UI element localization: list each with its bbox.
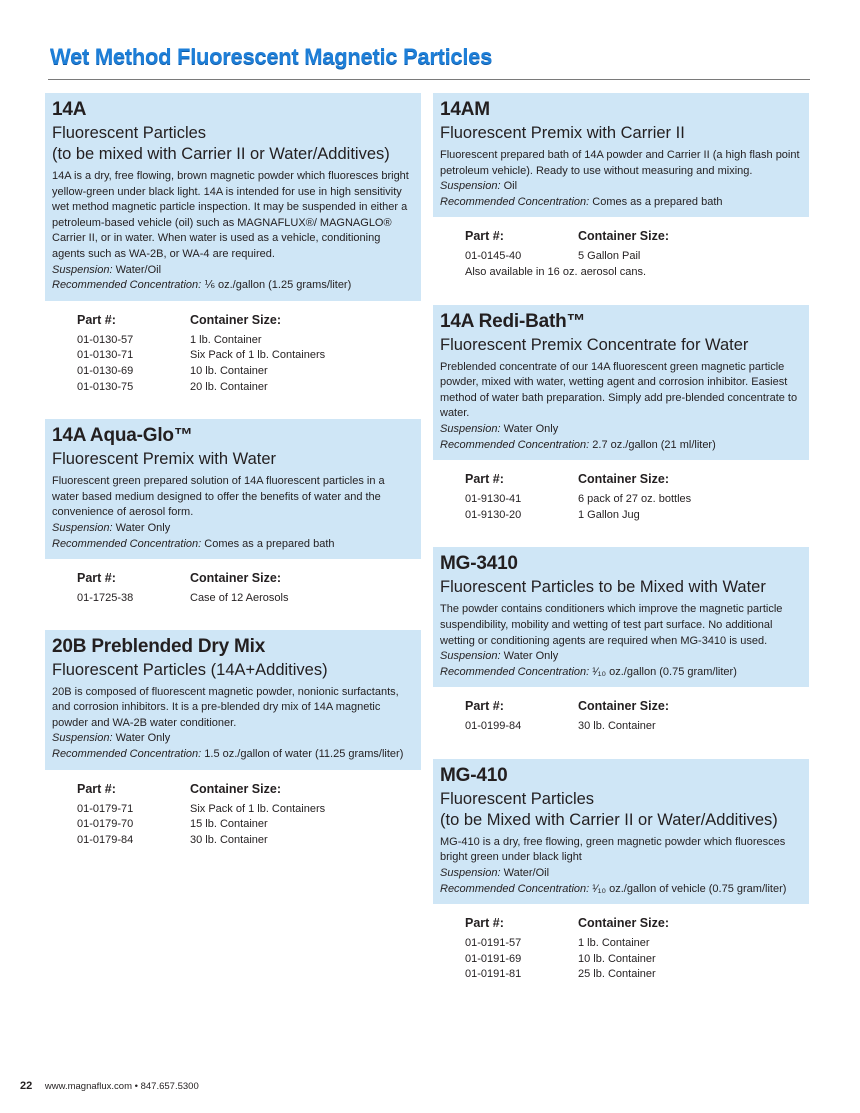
product-description: Preblended concentrate of our 14A fluorescent green magnetic particle powder, mixed with water, wetting agent and corrosion inhibitor. Easiest method of water bath preparation. Simply add pre-blended concentrate to water. [440,360,798,420]
concentration-value: Comes as a prepared bath [204,537,335,550]
part-number: 01-0191-69 [465,952,522,965]
product-subtitle-line: Fluorescent Premix with Water [52,450,277,469]
container-size: Six Pack of 1 lb. Containers [190,802,326,815]
suspension-value: Water Only [503,650,559,663]
parts-row [465,967,809,983]
part-number: 01-0130-69 [77,364,134,377]
concentration-label: Recommended Concentration: [440,438,590,451]
part-number-header: Part #: [465,699,504,714]
concentration-value: 1.5 oz./gallon of water (11.25 grams/liter) [204,748,404,761]
product-section [433,93,809,281]
part-number: 01-0130-57 [77,333,134,346]
part-number-header: Part #: [77,571,116,586]
part-number-header: Part #: [77,781,116,796]
footer-contact: www.magnaflux.com • 847.657.5300 [44,1081,199,1092]
container-size: 5 Gallon Pail [578,250,641,263]
suspension-value: Water Only [115,521,171,534]
product-box [45,93,421,301]
concentration-label: Recommended Concentration: [440,195,590,208]
parts-table [45,301,421,395]
part-number: 01-9130-41 [465,493,522,506]
product-subtitle [52,449,414,470]
product-box [433,759,809,904]
parts-row [77,364,421,380]
part-number: 01-0179-70 [77,818,134,831]
parts-row [77,348,421,364]
part-number-header: Part #: [465,472,504,487]
parts-table [45,770,421,849]
container-size: Six Pack of 1 lb. Containers [190,349,326,362]
parts-table [433,904,809,983]
product-subtitle-line: Fluorescent Particles [52,124,207,142]
right-column [433,93,809,983]
suspension-label: Suspension: [52,263,113,276]
container-size: 10 lb. Container [578,952,656,965]
container-size-header: Container Size: [190,781,281,796]
product-subtitle [440,577,802,598]
product-subtitle-line: (to be Mixed with Carrier II or Water/Additives) [440,810,778,829]
product-section [433,305,809,524]
parts-row [465,952,809,968]
suspension-line [52,731,414,747]
suspension-value: Water Only [115,732,171,745]
parts-header [77,571,421,585]
product-section [45,93,421,395]
title-divider [48,79,810,80]
parts-table [45,559,421,607]
concentration-line [440,195,802,211]
container-size: 1 Gallon Jug [578,508,640,521]
page-number: 22 [20,1080,33,1092]
product-description: The powder contains conditioners which improve the magnetic particle suspendibility, mobility and wetting of test part surface. No additional wetting or conditioning agents are required when MG-3410 is used. [440,603,783,647]
parts-row [465,508,809,524]
product-box [433,93,809,217]
parts-row [77,591,421,607]
parts-row [465,249,809,265]
product-name: 14A Redi-Bath™ [440,310,586,332]
product-subtitle-line: Fluorescent Particles (14A+Additives) [52,660,328,679]
product-box [433,305,809,461]
product-subtitle-line: Fluorescent Particles [440,789,595,808]
product-subtitle [52,660,414,681]
parts-table [433,217,809,280]
suspension-line [52,263,414,279]
parts-row [77,380,421,396]
part-number: 01-0191-57 [465,937,522,950]
parts-header [465,229,809,243]
product-section [45,419,421,607]
suspension-value: Water/Oil [115,263,162,276]
suspension-label: Suspension: [440,180,501,193]
part-number: 01-0179-71 [77,802,134,815]
concentration-label: Recommended Concentration: [440,665,590,678]
concentration-label: Recommended Concentration: [440,882,590,895]
product-subtitle [440,335,802,356]
left-column [45,93,421,848]
container-size-header: Container Size: [578,472,669,487]
product-box [45,419,421,559]
part-number: 01-9130-20 [465,508,522,521]
parts-row [465,492,809,508]
product-description: Fluorescent green prepared solution of 14A fluorescent particles in a water based medium designed to offer the benefits of water and the convenience of aerosol form. [52,475,385,519]
container-size: 30 lb. Container [190,833,268,846]
concentration-label: Recommended Concentration: [52,537,202,550]
part-number: 01-1725-38 [77,592,134,605]
part-number: 01-0130-71 [77,349,134,362]
concentration-value: ¹⁄₁₀ oz./gallon (0.75 gram/liter) [592,665,737,678]
parts-row [77,833,421,849]
product-description: MG-410 is a dry, free flowing, green magnetic powder which fluoresces bright green under black light [440,835,786,864]
parts-header [465,916,809,930]
concentration-line [440,438,802,454]
page-footer [20,1080,199,1092]
container-size-header: Container Size: [578,699,669,714]
concentration-line [52,537,414,553]
concentration-value: Comes as a prepared bath [592,195,723,208]
suspension-line [440,649,802,665]
container-size-header: Container Size: [190,571,281,586]
container-size: 6 pack of 27 oz. bottles [578,493,692,506]
product-description: Fluorescent prepared bath of 14A powder and Carrier II (a high flash point petroleum vehicle). Ready to use without measuring and mixing. [440,149,800,177]
product-subtitle [440,789,802,831]
container-size: Case of 12 Aerosols [190,592,289,605]
concentration-value: ⅙ oz./gallon (1.25 grams/liter) [204,279,352,292]
parts-row [465,719,809,735]
concentration-label: Recommended Concentration: [52,279,202,292]
concentration-line [440,882,802,898]
suspension-value: Water Only [503,422,559,435]
availability-note: Also available in 16 oz. aerosol cans. [465,265,646,278]
container-size: 1 lb. Container [190,333,262,346]
product-subtitle [52,123,414,165]
product-subtitle-line: (to be mixed with Carrier II or Water/Additives) [52,145,390,163]
product-name: 14AM [440,99,490,120]
product-subtitle-line: Fluorescent Particles to be Mixed with Water [440,578,766,597]
concentration-value: 2.7 oz./gallon (21 ml/liter) [592,438,716,451]
parts-table [433,460,809,523]
suspension-line [440,866,802,882]
page-title: Wet Method Fluorescent Magnetic Particles [50,44,493,69]
parts-row [77,333,421,349]
container-size-header: Container Size: [190,312,281,327]
product-subtitle-line: Fluorescent Premix with Carrier II [440,124,685,142]
product-section [45,630,421,849]
part-number: 01-0199-84 [465,720,522,733]
suspension-line [440,179,802,195]
suspension-label: Suspension: [440,422,501,435]
container-size: 10 lb. Container [190,364,268,377]
product-subtitle-line: Fluorescent Premix Concentrate for Water [440,335,749,354]
parts-table [433,687,809,735]
product-description: 14A is a dry, free flowing, brown magnetic powder which fluoresces bright yellow-green under black light. 14A is intended for use in high sensitivity wet method magnetic particle inspection. It may be suspended in either a petroleum-based vehicle (oil) such as MAGNAFLUX®/ MAGNAGLO® Carrier II, or in water. When water is used as a vehicle, conditioning agents such as WA-2B, or WA-4 are required. [52,170,409,260]
suspension-line [52,521,414,537]
part-number-header: Part #: [465,916,504,931]
parts-header [465,472,809,486]
product-name: 14A Aqua-Glo™ [52,425,193,447]
parts-header [465,699,809,713]
part-number: 01-0130-75 [77,380,134,393]
product-name: MG-3410 [440,553,518,575]
part-number-header: Part #: [465,229,504,244]
concentration-label: Recommended Concentration: [52,748,202,761]
parts-row [77,817,421,833]
suspension-label: Suspension: [52,521,113,534]
concentration-line [52,278,414,294]
container-size: 1 lb. Container [578,937,650,950]
container-size: 20 lb. Container [190,380,268,393]
product-section [433,547,809,735]
product-name: 14A [52,99,87,120]
part-number-header: Part #: [77,312,116,327]
product-box [433,547,809,687]
product-box [45,630,421,770]
container-size: 15 lb. Container [190,818,268,831]
product-section [433,759,809,983]
container-size: 25 lb. Container [578,968,656,981]
container-size: 30 lb. Container [578,720,656,733]
product-name: MG-410 [440,764,508,786]
suspension-line [440,422,802,438]
parts-row [77,802,421,818]
product-description: 20B is composed of fluorescent magnetic powder, nonionic surfactants, and corrosion inhibitors. It is a pre-blended dry mix of 14A magnetic powder and WA-2B water conditioner. [52,685,399,729]
container-size-header: Container Size: [578,229,669,244]
part-number: 01-0145-40 [465,250,522,263]
parts-header [77,313,421,327]
parts-row [465,936,809,952]
parts-header [77,782,421,796]
suspension-label: Suspension: [440,650,501,663]
part-number: 01-0191-81 [465,968,522,981]
concentration-line [52,747,414,763]
part-number: 01-0179-84 [77,833,134,846]
product-subtitle [440,123,802,144]
suspension-value: Oil [503,180,518,193]
suspension-label: Suspension: [440,867,501,880]
concentration-line [440,665,802,681]
container-size-header: Container Size: [578,916,669,931]
suspension-label: Suspension: [52,732,113,745]
suspension-value: Water/Oil [503,867,550,880]
concentration-value: ¹⁄₁₀ oz./gallon of vehicle (0.75 gram/liter) [592,882,787,895]
product-name: 20B Preblended Dry Mix [52,635,266,657]
